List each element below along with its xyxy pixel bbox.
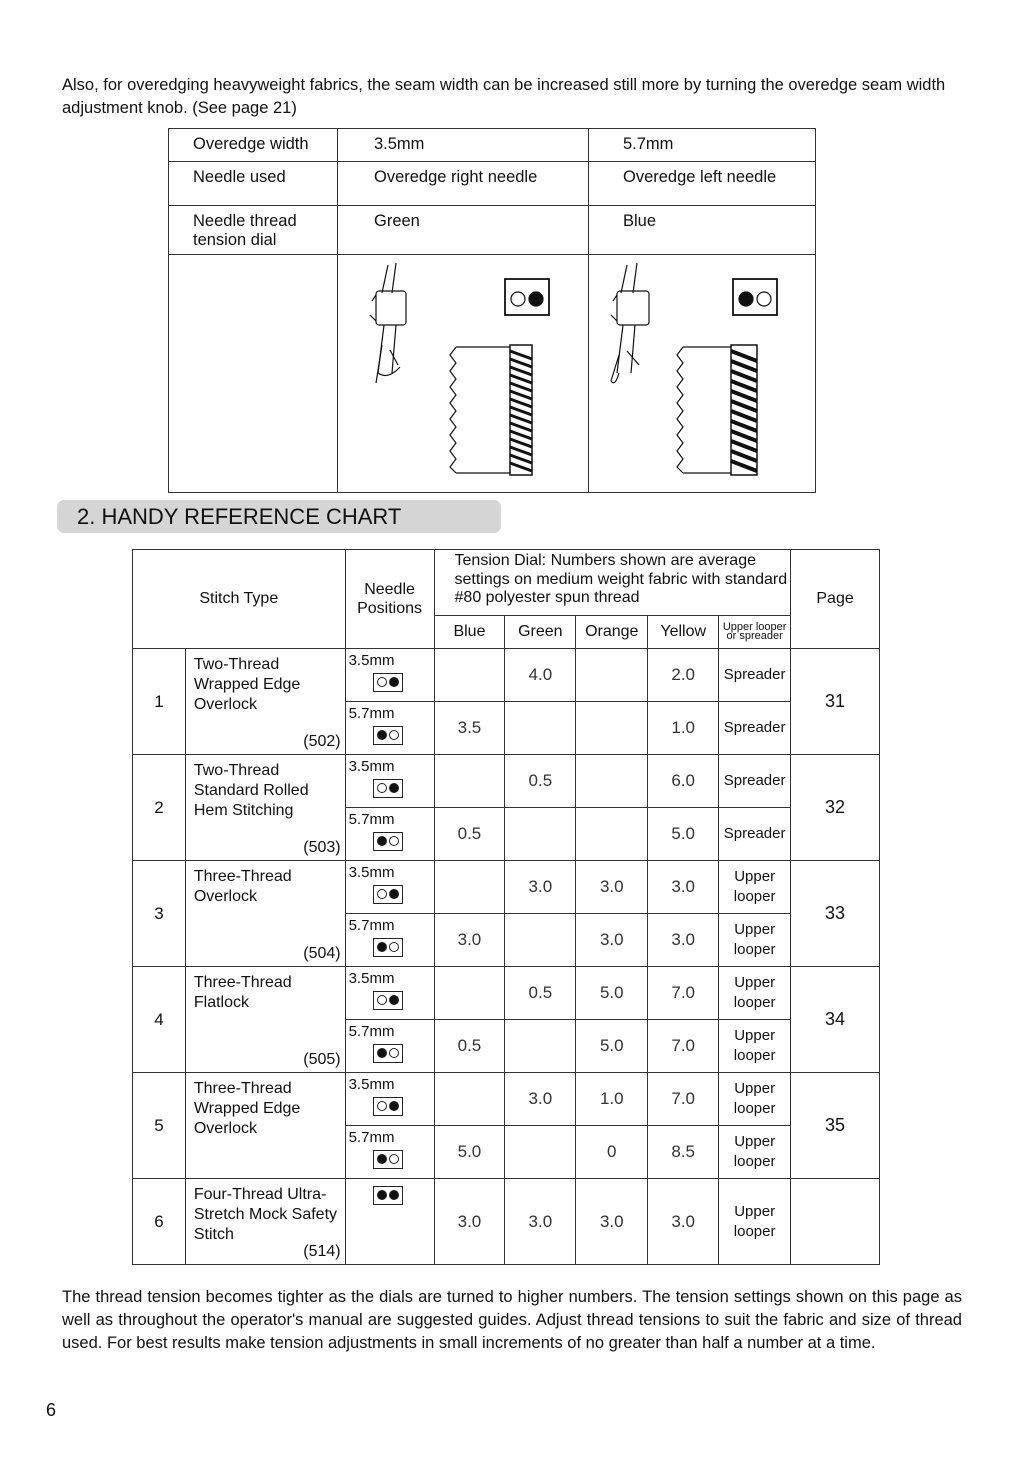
- needle-position-icon: [373, 938, 403, 957]
- stitch-number: 5: [133, 1073, 186, 1179]
- overedge-diagram-row: [169, 255, 816, 493]
- tension-orange: 5.0: [576, 1020, 648, 1073]
- blue-header: Blue: [434, 616, 505, 649]
- overedge-row: [169, 129, 816, 162]
- tension-blue: 5.0: [434, 1126, 505, 1179]
- needle-width: 3.5mm: [348, 758, 395, 775]
- stitch-code: (502): [303, 733, 341, 750]
- tension-blue: [434, 861, 505, 914]
- upper-looper-value: Upper looper: [719, 1020, 791, 1073]
- tension-blue: 0.5: [434, 808, 505, 861]
- needle-stitch-illustration: [589, 255, 815, 487]
- tension-blue: [434, 1073, 505, 1126]
- stitch-name: Three-Thread Wrapped Edge Overlock: [193, 1080, 301, 1137]
- stitch-type-cell: [185, 861, 345, 967]
- chart-row: [133, 1073, 880, 1126]
- needle-positions-header: Needle Positions: [345, 550, 434, 649]
- overedge-value-b: Overedge left needle: [589, 162, 816, 206]
- tension-blue: 3.0: [434, 1179, 505, 1265]
- needle-position-icon: [373, 1044, 403, 1063]
- page-number: 6: [46, 1400, 57, 1420]
- page-header: Page: [791, 550, 880, 649]
- needle-position-icon: [373, 726, 403, 745]
- tension-green: 0.5: [505, 967, 576, 1020]
- tension-yellow: 3.0: [648, 861, 719, 914]
- orange-header: Orange: [576, 616, 648, 649]
- stitch-code: (505): [303, 1051, 341, 1068]
- needle-width: 3.5mm: [348, 864, 395, 881]
- tension-blue: 3.5: [434, 702, 505, 755]
- page-ref: 31: [791, 649, 880, 755]
- needle-position-cell: [345, 861, 434, 914]
- tension-yellow: 7.0: [648, 1020, 719, 1073]
- needle-position-cell: [345, 755, 434, 808]
- needle-position-icon: [373, 1186, 403, 1205]
- upper-looper-value: Upper looper: [719, 861, 791, 914]
- needle-position-icon: [373, 1097, 403, 1116]
- needle-stitch-illustration: [338, 255, 588, 487]
- needle-position-icon: [373, 832, 403, 851]
- page-ref: 34: [791, 967, 880, 1073]
- needle-position-cell: [345, 1073, 434, 1126]
- upper-looper-value: Upper looper: [719, 1179, 791, 1265]
- stitch-type-cell: [185, 967, 345, 1073]
- needle-position-cell: [345, 967, 434, 1020]
- chart-body: [133, 649, 880, 1265]
- needle-width: 5.7mm: [348, 917, 395, 934]
- overedge-row: [169, 162, 816, 206]
- overedge-label: Needle used: [169, 162, 338, 206]
- needle-width: 5.7mm: [348, 811, 395, 828]
- page-ref: 35: [791, 1073, 880, 1179]
- tension-green: 3.0: [505, 861, 576, 914]
- needle-position-cell: [345, 1020, 434, 1073]
- stitch-code: (503): [303, 839, 341, 856]
- tension-blue: [434, 755, 505, 808]
- tension-yellow: 6.0: [648, 755, 719, 808]
- stitch-number: 4: [133, 967, 186, 1073]
- tension-orange: [576, 755, 648, 808]
- needle-position-icon: [373, 779, 403, 798]
- chart-row: [133, 1179, 880, 1265]
- needle-position-icon: [373, 991, 403, 1010]
- upper-looper-value: Spreader: [719, 649, 791, 702]
- overedge-value-a: Overedge right needle: [338, 162, 589, 206]
- stitch-number: 3: [133, 861, 186, 967]
- needle-width: 3.5mm: [348, 970, 395, 987]
- stitch-name: Two-Thread Standard Rolled Hem Stitching: [193, 762, 309, 819]
- upper-looper-value: Upper looper: [719, 967, 791, 1020]
- tension-green: 3.0: [505, 1179, 576, 1265]
- yellow-header: Yellow: [648, 616, 719, 649]
- upper-looper-value: Upper looper: [719, 914, 791, 967]
- tension-yellow: 5.0: [648, 808, 719, 861]
- overedge-label: Needle thread tension dial: [169, 206, 338, 255]
- stitch-type-cell: [185, 1073, 345, 1179]
- needle-position-icon: [373, 1150, 403, 1169]
- tension-green: [505, 702, 576, 755]
- upper-looper-value: Spreader: [719, 808, 791, 861]
- needle-position-icon: [373, 673, 403, 692]
- page-ref: 32: [791, 755, 880, 861]
- tension-orange: 1.0: [576, 1073, 648, 1126]
- tension-blue: 0.5: [434, 1020, 505, 1073]
- needle-position-cell: [345, 649, 434, 702]
- stitch-chain: [510, 345, 532, 475]
- green-header: Green: [505, 616, 576, 649]
- tension-orange: [576, 649, 648, 702]
- tension-yellow: 8.5: [648, 1126, 719, 1179]
- tension-yellow: 2.0: [648, 649, 719, 702]
- stitch-code: (514): [303, 1243, 341, 1260]
- overedge-value-b: 5.7mm: [589, 129, 816, 162]
- needle-width: 5.7mm: [348, 1023, 395, 1040]
- tension-green: [505, 808, 576, 861]
- tension-green: 3.0: [505, 1073, 576, 1126]
- tension-green: [505, 1020, 576, 1073]
- needle-width: 3.5mm: [348, 1076, 395, 1093]
- chart-row: [133, 649, 880, 702]
- stitch-type-cell: [185, 755, 345, 861]
- upper-looper-value: Upper looper: [719, 1126, 791, 1179]
- upper-looper-value: Spreader: [719, 755, 791, 808]
- stitch-type-cell: [185, 1179, 345, 1265]
- tension-green: 0.5: [505, 755, 576, 808]
- page-ref: [791, 1179, 880, 1265]
- overedge-value-a: Green: [338, 206, 589, 255]
- stitch-number: 6: [133, 1179, 186, 1265]
- tension-orange: 3.0: [576, 1179, 648, 1265]
- stitch-name: Two-Thread Wrapped Edge Overlock: [193, 656, 301, 713]
- overedge-value-b: Blue: [589, 206, 816, 255]
- needle-position-cell: [345, 914, 434, 967]
- overedge-value-a: 3.5mm: [338, 129, 589, 162]
- upper-looper-value: Spreader: [719, 702, 791, 755]
- section-title: 2. HANDY REFERENCE CHART: [57, 500, 501, 533]
- tension-yellow: 3.0: [648, 914, 719, 967]
- tension-orange: 3.0: [576, 861, 648, 914]
- needle-position-icon: [373, 885, 403, 904]
- tension-orange: 3.0: [576, 914, 648, 967]
- overedge-table: [168, 128, 816, 493]
- needle-width: 5.7mm: [348, 705, 395, 722]
- tension-orange: 5.0: [576, 967, 648, 1020]
- overedge-label: Overedge width: [169, 129, 338, 162]
- tension-orange: [576, 702, 648, 755]
- stitch-number: 2: [133, 755, 186, 861]
- stitch-type-header: Stitch Type: [133, 550, 346, 649]
- stitch-name: Four-Thread Ultra-Stretch Mock Safety Stitch: [193, 1186, 338, 1243]
- chart-row: [133, 967, 880, 1020]
- tension-yellow: 3.0: [648, 1179, 719, 1265]
- tension-green: 4.0: [505, 649, 576, 702]
- tension-blue: [434, 649, 505, 702]
- stitch-type-cell: [185, 649, 345, 755]
- needle-width: 5.7mm: [348, 1129, 395, 1146]
- intro-paragraph: Also, for overedging heavyweight fabrics, the seam width can be increased still more by turning the overedge seam width adjustment knob. (See page 21): [62, 76, 946, 117]
- needle-position-cell: [345, 702, 434, 755]
- chart-row: [133, 861, 880, 914]
- stitch-name: Three-Thread Flatlock: [193, 974, 292, 1011]
- right-needle-diagram: [338, 255, 589, 493]
- tension-yellow: 1.0: [648, 702, 719, 755]
- stitch-name: Three-Thread Overlock: [193, 868, 292, 905]
- tension-blue: 3.0: [434, 914, 505, 967]
- upper-looper-value: Upper looper: [719, 1073, 791, 1126]
- tension-yellow: 7.0: [648, 1073, 719, 1126]
- tension-orange: 0: [576, 1126, 648, 1179]
- footer-paragraph: The thread tension becomes tighter as the dials are turned to higher numbers. The tension settings shown on this page as well as throughout the operator's manual are suggested guides. Adjust thread tensions to suit the fabric and size of thread used. For best results make tension adjustments in small increments of no greater than half a number at a time.: [62, 1288, 962, 1352]
- needle-width: 3.5mm: [348, 652, 395, 669]
- tension-green: [505, 1126, 576, 1179]
- empty-cell: [169, 255, 338, 493]
- reference-chart-table: [132, 549, 880, 1265]
- tension-yellow: 7.0: [648, 967, 719, 1020]
- tension-green: [505, 914, 576, 967]
- tension-orange: [576, 808, 648, 861]
- stitch-chain: [731, 345, 757, 475]
- needle-position-cell: [345, 1179, 434, 1265]
- page-ref: 33: [791, 861, 880, 967]
- tension-dial-header: Tension Dial: Numbers shown are average settings on medium weight fabric with standard #80 polyester spun thread: [434, 550, 791, 616]
- overedge-row: [169, 206, 816, 255]
- chart-row: [133, 755, 880, 808]
- stitch-number: 1: [133, 649, 186, 755]
- upper-looper-header: Upper looper or spreader: [719, 616, 791, 649]
- needle-position-cell: [345, 808, 434, 861]
- stitch-code: (504): [303, 945, 341, 962]
- left-needle-diagram: [589, 255, 816, 493]
- tension-blue: [434, 967, 505, 1020]
- needle-position-cell: [345, 1126, 434, 1179]
